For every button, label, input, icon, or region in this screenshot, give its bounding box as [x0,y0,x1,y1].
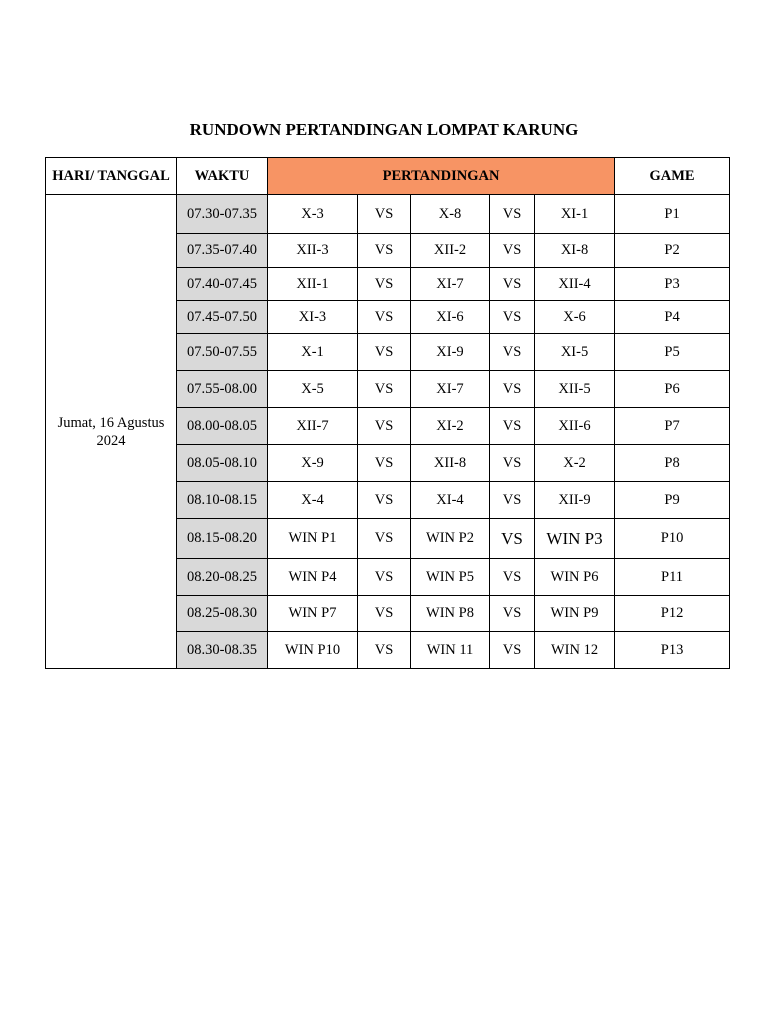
vs-label: VS [490,195,535,234]
time-cell: 07.55-08.00 [177,371,268,408]
game-code-cell: P5 [615,334,730,371]
team-cell-3: WIN P9 [535,596,615,632]
team-cell-3: X-2 [535,445,615,482]
team-cell-2: WIN 11 [411,632,490,669]
vs-label: VS [358,445,411,482]
time-cell: 08.05-08.10 [177,445,268,482]
game-code-cell: P9 [615,482,730,519]
team-cell-2: XI-4 [411,482,490,519]
vs-label: VS [358,334,411,371]
team-cell-1: XI-3 [268,301,358,334]
header-waktu: WAKTU [177,158,268,195]
team-cell-2: XII-2 [411,234,490,268]
vs-label: VS [490,371,535,408]
vs-label: VS [490,268,535,301]
rundown-table [45,157,730,669]
time-cell: 08.30-08.35 [177,632,268,669]
table-row [46,195,730,234]
vs-label: VS [358,519,411,559]
vs-label: VS [358,408,411,445]
time-cell: 07.35-07.40 [177,234,268,268]
game-code-cell: P10 [615,519,730,559]
team-cell-1: X-9 [268,445,358,482]
schedule-body [46,195,730,669]
team-cell-3: WIN 12 [535,632,615,669]
team-cell-2: XI-7 [411,268,490,301]
game-code-cell: P6 [615,371,730,408]
time-cell: 08.10-08.15 [177,482,268,519]
vs-label: VS [490,234,535,268]
team-cell-1: X-4 [268,482,358,519]
vs-label: VS [490,632,535,669]
time-cell: 07.45-07.50 [177,301,268,334]
vs-label: VS [358,234,411,268]
team-cell-2: XI-7 [411,371,490,408]
header-hari-tanggal: HARI/ TANGGAL [46,158,177,195]
vs-label: VS [490,301,535,334]
game-code-cell: P1 [615,195,730,234]
game-code-cell: P7 [615,408,730,445]
time-cell: 08.20-08.25 [177,559,268,596]
game-code-cell: P3 [615,268,730,301]
team-cell-3: XII-5 [535,371,615,408]
vs-label: VS [358,559,411,596]
vs-label: VS [490,519,535,559]
team-cell-3: XI-8 [535,234,615,268]
team-cell-1: XII-7 [268,408,358,445]
game-code-cell: P11 [615,559,730,596]
date-cell: Jumat, 16 Agustus 2024 [46,195,177,669]
team-cell-1: XII-1 [268,268,358,301]
team-cell-2: XI-9 [411,334,490,371]
team-cell-2: WIN P8 [411,596,490,632]
vs-label: VS [490,334,535,371]
game-code-cell: P4 [615,301,730,334]
team-cell-2: XI-2 [411,408,490,445]
team-cell-1: WIN P10 [268,632,358,669]
time-cell: 08.00-08.05 [177,408,268,445]
team-cell-3: X-6 [535,301,615,334]
team-cell-2: XI-6 [411,301,490,334]
time-cell: 08.25-08.30 [177,596,268,632]
page-title: RUNDOWN PERTANDINGAN LOMPAT KARUNG [189,120,579,139]
vs-label: VS [358,596,411,632]
game-code-cell: P8 [615,445,730,482]
team-cell-1: WIN P7 [268,596,358,632]
vs-label: VS [490,445,535,482]
team-cell-3: XII-6 [535,408,615,445]
team-cell-3: XI-5 [535,334,615,371]
team-cell-2: WIN P2 [411,519,490,559]
game-code-cell: P12 [615,596,730,632]
game-code-cell: P13 [615,632,730,669]
team-cell-3: XI-1 [535,195,615,234]
team-cell-2: WIN P5 [411,559,490,596]
team-cell-3: WIN P6 [535,559,615,596]
team-cell-1: WIN P1 [268,519,358,559]
time-cell: 07.40-07.45 [177,268,268,301]
team-cell-1: X-1 [268,334,358,371]
header-row [46,158,730,195]
vs-label: VS [358,301,411,334]
vs-label: VS [490,408,535,445]
vs-label: VS [490,596,535,632]
team-cell-1: WIN P4 [268,559,358,596]
team-cell-3: WIN P3 [535,519,615,559]
team-cell-1: X-5 [268,371,358,408]
header-game: GAME [615,158,730,195]
time-cell: 07.50-07.55 [177,334,268,371]
vs-label: VS [358,371,411,408]
vs-label: VS [358,268,411,301]
time-cell: 08.15-08.20 [177,519,268,559]
team-cell-3: XII-9 [535,482,615,519]
vs-label: VS [358,482,411,519]
vs-label: VS [490,482,535,519]
team-cell-1: XII-3 [268,234,358,268]
team-cell-2: XII-8 [411,445,490,482]
vs-label: VS [358,195,411,234]
header-pertandingan: PERTANDINGAN [268,158,615,195]
team-cell-2: X-8 [411,195,490,234]
team-cell-3: XII-4 [535,268,615,301]
team-cell-1: X-3 [268,195,358,234]
vs-label: VS [490,559,535,596]
vs-label: VS [358,632,411,669]
game-code-cell: P2 [615,234,730,268]
time-cell: 07.30-07.35 [177,195,268,234]
